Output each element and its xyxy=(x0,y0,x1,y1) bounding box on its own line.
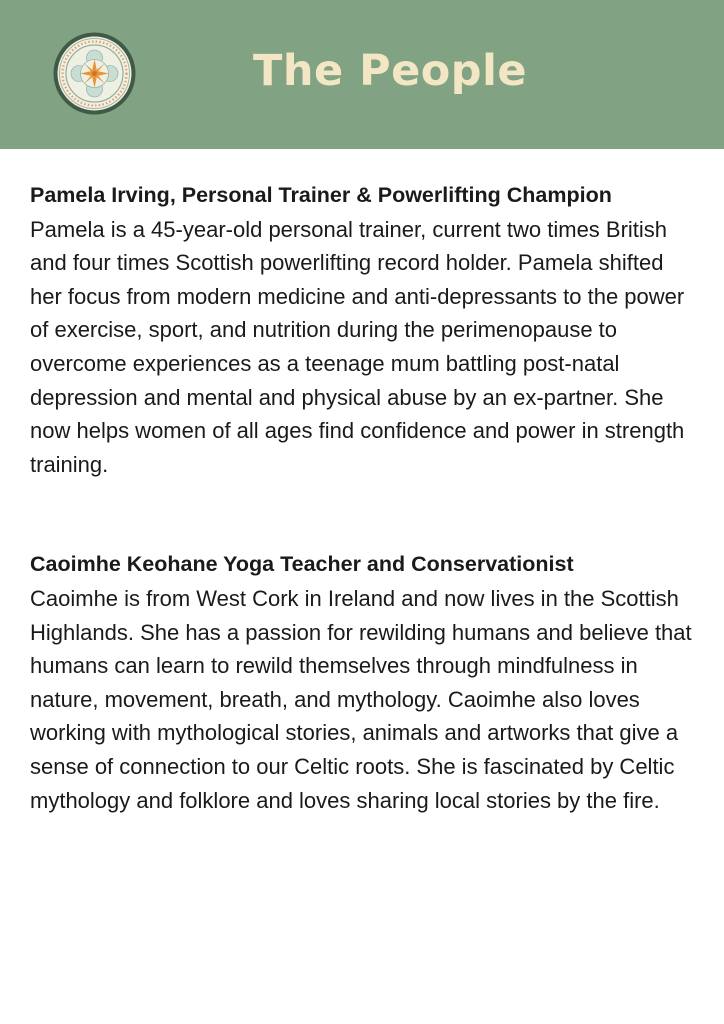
person-bio: Pamela is a 45-year-old personal trainer, current two times British and four times Scottish powerlifting record holder. Pamela shifted her focus from modern medicine and anti-depressants to the power of exercise, sport, and nutrition during the perimenopause to overcome experiences as a teenage mum battling post-natal depression and mental and physical abuse by an ex-partner. She now helps women of all ages find confidence and power in strength training. xyxy=(30,216,685,477)
person-bio: Caoimhe is from West Cork in Ireland and now lives in the Scottish Highlands. She has a passion for rewilding humans and believe that humans can learn to rewild themselves through mindfulness in nature, movement, breath, and mythology. Caoimhe also loves working with mythological stories, animals and artworks that give a sense of connection to our Celtic roots. She is fascinated by Celtic mythology and folklore and loves sharing local stories by the fire. xyxy=(30,585,692,813)
person-entry xyxy=(30,548,700,817)
person-name: Pamela Irving, Personal Trainer & Powerlifting Champion xyxy=(30,183,612,207)
page-title: The People xyxy=(253,46,527,96)
page-header xyxy=(0,0,724,149)
person-entry xyxy=(30,179,700,481)
celtic-sun-emblem-icon xyxy=(53,32,136,115)
people-list xyxy=(30,179,700,817)
person-name: Caoimhe Keohane Yoga Teacher and Conservationist xyxy=(30,552,574,577)
